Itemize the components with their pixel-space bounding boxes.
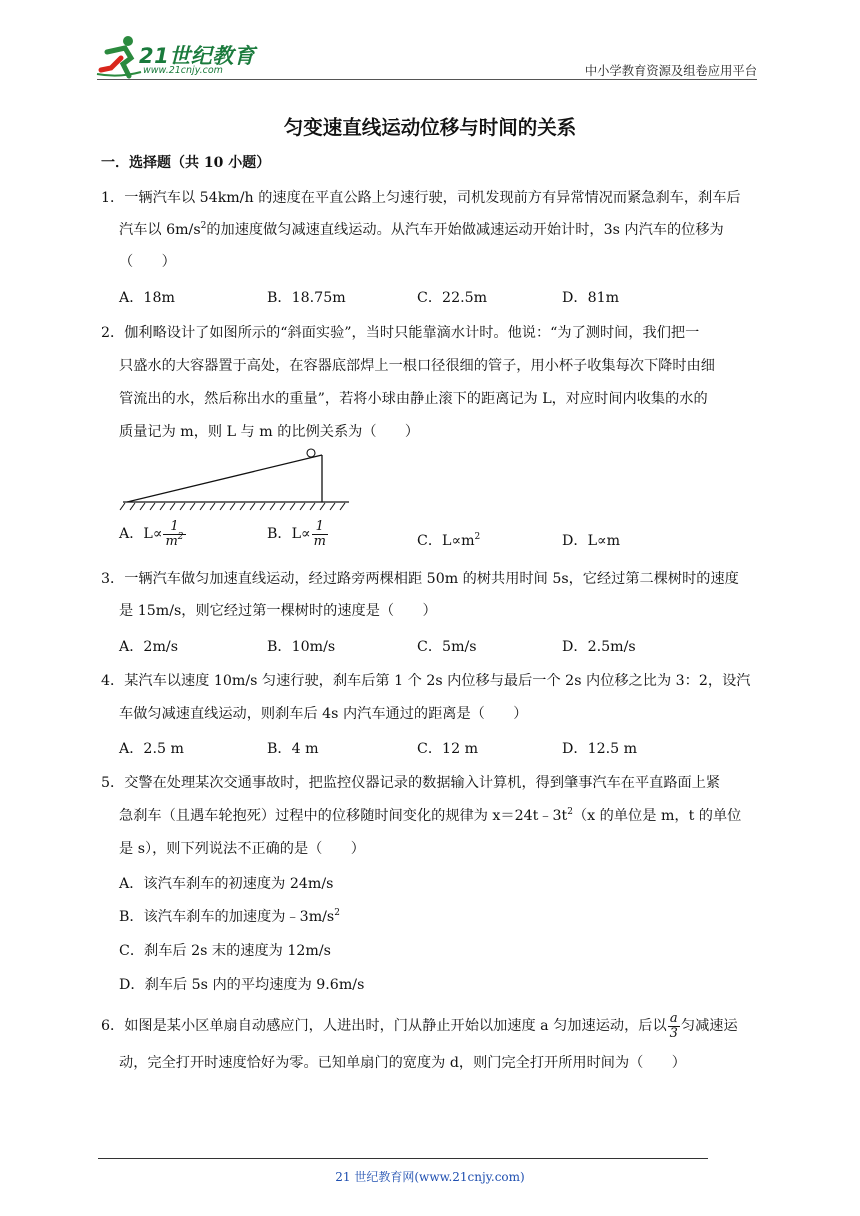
- logo-brand: 21世纪教育: [139, 44, 256, 68]
- q3-option-b[interactable]: B．10m/s: [267, 639, 336, 655]
- q5-option-a[interactable]: A．该汽车刹车的初速度为 24m/s: [119, 876, 334, 892]
- q3-option-a[interactable]: A．2m/s: [119, 639, 178, 655]
- q3-option-d[interactable]: D．2.5m/s: [562, 639, 636, 655]
- q4-option-c[interactable]: C．12 m: [417, 741, 479, 757]
- q1-option-d[interactable]: D．81m: [562, 290, 620, 306]
- q2-line-4: 质量记为 m，则 L 与 m 的比例关系为（ ）: [119, 424, 420, 440]
- ball-icon: [307, 449, 315, 457]
- incline-diagram: [115, 445, 355, 513]
- platform-name: 中小学教育资源及组卷应用平台: [584, 64, 757, 78]
- q2-line-3: 管流出的水，然后称出水的重量”，若将小球由静止滚下的距离记为 L，对应时间内收集的水的: [119, 391, 708, 407]
- q6-line-2: 动，完全打开时速度恰好为零。已知单扇门的宽度为 d，则门完全打开所用时间为（ ）: [119, 1055, 686, 1071]
- page-title: 匀变速直线运动位移与时间的关系: [283, 116, 577, 139]
- q2-option-a[interactable]: A．L∝ $\frac{1}{m^2}$: [119, 519, 184, 549]
- q2-option-d[interactable]: D．L∝m: [562, 533, 621, 549]
- q2-option-c[interactable]: C．$L\propto m^2$: [417, 532, 481, 549]
- q5-line-3: 是 s），则下列说法不正确的是（ ）: [119, 841, 365, 857]
- q5-option-d[interactable]: D．刹车后 5s 内的平均速度为 9.6m/s: [119, 977, 365, 993]
- section-heading: 一．选择题（共 10 小题）: [101, 155, 271, 171]
- q1-option-c[interactable]: C．22.5m: [417, 290, 488, 306]
- q1-option-b[interactable]: B．18.75m: [267, 290, 346, 306]
- q2-line-1: 2．伽利略设计了如图所示的“斜面实验”，当时只能靠滴水计时。他说：“为了测时间，我们把一: [101, 325, 700, 341]
- q3-line-2: 是 15m/s，则它经过第一棵树时的速度是（ ）: [119, 603, 437, 619]
- q3-line-1: 3．一辆汽车做匀加速直线运动，经过路旁两棵相距 50m 的树共用时间 5s，它经过第二棵树时的速度: [101, 571, 739, 587]
- q5-line-2: 急刹车（且遇车轮抱死）过程中的位移随时间变化的规律为 $x=24t﹣3t^2(x$ 的单位是 m，t 的单位: [119, 807, 742, 824]
- q2-option-b[interactable]: B．L∝ $\frac{1}{m}$: [267, 519, 326, 549]
- q3-option-c[interactable]: C．5m/s: [417, 639, 477, 655]
- q5-line-1: 5．交警在处理某次交通事故时，把监控仪器记录的数据输入计算机，得到肇事汽车在平直路面上紧: [101, 775, 721, 791]
- header-divider: [97, 79, 757, 80]
- q5-option-b[interactable]: B．该汽车刹车的加速度为$﹣3m/s^2$: [119, 908, 340, 925]
- q2-line-2: 只盛水的大容器置于高处，在容器底部焊上一根口径很细的管子，用小杯子收集每次下降时由细: [119, 358, 715, 374]
- q1-line-3: （ ）: [119, 254, 176, 270]
- q5-option-c[interactable]: C．刹车后 2s 末的速度为 12m/s: [119, 943, 331, 959]
- q4-line-1: 4．某汽车以速度 10m/s 匀速行驶，刹车后第 1 个 2s 内位移与最后一个 2s 内位移之比为 3：2，设汽: [101, 673, 751, 689]
- q4-option-b[interactable]: B．4 m: [267, 741, 319, 757]
- footer-divider: [98, 1158, 708, 1159]
- q4-line-2: 车做匀减速直线运动，则刹车后 4s 内汽车通过的距离是（ ）: [119, 706, 528, 722]
- q1-line-2: 汽车以 $6m/s^2$的加速度做匀减速直线运动。从汽车开始做减速运动开始计时，3s 内汽车的位移为: [119, 221, 724, 238]
- q4-option-d[interactable]: D．12.5 m: [562, 741, 638, 757]
- footer-text[interactable]: 21 世纪教育网(www.21cnjy.com): [335, 1170, 525, 1184]
- runner-logo-icon: [95, 34, 143, 80]
- q1-line-1: 1．一辆汽车以 54km/h 的速度在平直公路上匀速行驶，司机发现前方有异常情况而紧急刹车，刹车后: [101, 190, 741, 206]
- logo-url: www.21cnjy.com: [143, 65, 223, 76]
- q4-option-a[interactable]: A．2.5 m: [119, 741, 184, 757]
- q6-line-1: 6．如图是某小区单扇自动感应门，人进出时，门从静止开始以加速度 a 匀加速运动，后以 $\frac{a}{3}$ 匀减速运: [101, 1011, 738, 1041]
- logo: [95, 34, 265, 80]
- q1-option-a[interactable]: A．18m: [119, 290, 175, 306]
